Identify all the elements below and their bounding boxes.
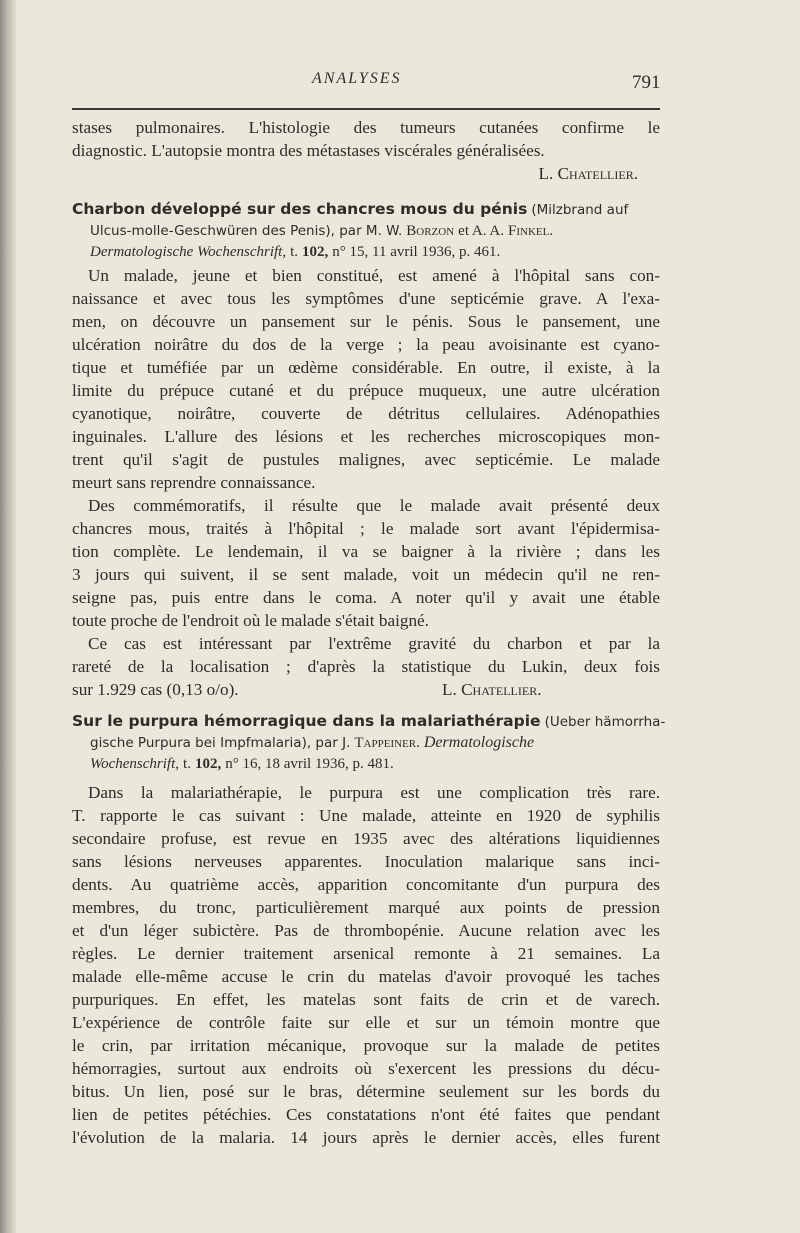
text-line: le crin, par irritation mécanique, provoque sur la malade de petites	[72, 1036, 660, 1055]
journal-name: Wochenschrift,	[90, 756, 180, 772]
text-line: L'expérience de contrôle faite sur elle et sur un témoin montre que	[72, 1013, 660, 1032]
volume-number: 102,	[194, 756, 222, 772]
running-title: ANALYSES	[312, 70, 402, 87]
volume-number: 102,	[302, 244, 329, 260]
text-line: secondaire profuse, est revue en 1935 avec des altérations liquidiennes	[72, 829, 660, 848]
citation-line	[72, 752, 660, 775]
text-line: ulcération noirâtre du dos de la verge ; la peau avoisinante est cyano-	[72, 335, 660, 354]
text-line: stases pulmonaires. L'histologie des tumeurs cutanées confirme le	[72, 118, 660, 137]
article-heading	[72, 731, 660, 754]
article-title: Sur le purpura hémorragique dans la malariathérapie	[72, 712, 541, 730]
author-name: Borzon	[406, 223, 455, 239]
text-line: et d'un léger subictère. Pas de thrombopénie. Aucune relation avec les	[72, 921, 660, 940]
running-header	[0, 68, 800, 98]
text-line: dents. Au quatrième accès, apparition concomitante d'un purpura des	[72, 875, 660, 894]
original-title: gische Purpura bei Impfmalaria), par J.	[90, 735, 351, 751]
original-title: Ulcus-molle-Geschwüren des Penis), par M. W.	[90, 223, 403, 239]
text-line: hémorragies, surtout aux endroits où s'exercent les pressions du décu-	[72, 1059, 660, 1078]
text-line: inguinales. L'allure des lésions et les recherches microscopiques mon-	[72, 427, 660, 446]
article-heading	[72, 198, 660, 221]
article-title: Charbon développé sur des chancres mous du pénis	[72, 200, 528, 218]
text-line: règles. Le dernier traitement arsenical remonte à 21 semaines. La	[72, 944, 660, 963]
text-line: limite du prépuce cutané et du prépuce muqueux, une autre ulcération	[72, 381, 660, 400]
article-heading	[72, 219, 660, 242]
text-line: meurt sans reprendre connaissance.	[72, 473, 316, 492]
text-line: trent qu'il s'agit de pustules malignes, avec septicémie. Le malade	[72, 450, 660, 469]
text-line: chancres mous, traités à l'hôpital ; le malade sort avant l'épidermisa-	[72, 519, 660, 538]
text-line: membres, du tronc, particulièrement marqué aux points de pression	[72, 898, 660, 917]
text-line: Dans la malariathérapie, le purpura est une complication très rare.	[88, 783, 660, 802]
text-line: lien de petites pétéchies. Ces constatations n'ont été faites que pendant	[72, 1105, 660, 1124]
text-line: diagnostic. L'autopsie montra des métastases viscérales généralisées.	[72, 141, 545, 160]
text-line: T. rapporte le cas suivant : Une malade, atteinte en 1920 de syphilis	[72, 806, 660, 825]
page-number: 791	[632, 72, 661, 93]
text-line: l'évolution de la malaria. 14 jours après le dernier accès, elles furent	[72, 1128, 660, 1147]
text-line: cyanotique, noirâtre, couverte de détritus cellulaires. Adénopathies	[72, 404, 660, 423]
article-heading	[72, 710, 666, 733]
header-rule	[72, 108, 660, 110]
text-line: naissance et avec tous les symptômes d'une septicémie grave. A l'exa-	[72, 289, 660, 308]
text-line: purpuriques. En effet, les matelas sont faits de crin et de varech.	[72, 990, 660, 1009]
issue-info: n° 16, 18 avril 1936, p. 481.	[225, 756, 394, 772]
volume-prefix: t.	[290, 244, 299, 260]
text-line-with-signature	[72, 678, 660, 701]
text-line: rareté de la localisation ; d'après la statistique du Lukin, deux fois	[72, 657, 660, 676]
issue-info: n° 15, 11 avril 1936, p. 461.	[332, 244, 501, 260]
text-line: toute proche de l'endroit où le malade s'était baigné.	[72, 611, 429, 630]
original-title: (Milzbrand auf	[531, 202, 629, 218]
author-name: Tappeiner.	[354, 735, 420, 751]
author-conjunction: et A. A.	[458, 223, 504, 239]
text-line: 3 jours qui suivent, il se sent malade, voit un médecin qu'il ne ren-	[72, 565, 660, 584]
text-line: sans lésions nerveuses apparentes. Inoculation malarique sans inci-	[72, 852, 660, 871]
citation-line	[72, 240, 660, 263]
text-line: men, on découvre un pansement sur le pénis. Sous le pansement, une	[72, 312, 660, 331]
author-name: Finkel.	[508, 223, 554, 239]
text-line: Un malade, jeune et bien constitué, est amené à l'hôpital sans con-	[88, 266, 660, 285]
signature: L. Chatellier.	[538, 164, 638, 183]
original-title: (Ueber hämorrha-	[544, 714, 666, 730]
text-line: seigne pas, puis entre dans le coma. A noter qu'il y avait une étable	[72, 588, 660, 607]
journal-name: Dermatologische Wochenschrift,	[90, 244, 287, 260]
text-line: Ce cas est intéressant par l'extrême gravité du charbon et par la	[88, 634, 660, 653]
signature: L. Chatellier.	[442, 680, 542, 699]
text-line: bitus. Un lien, posé sur le bras, détermine seulement sur les bords du	[72, 1082, 660, 1101]
text-line: tique et tuméfiée par un œdème considérable. En outre, il existe, à la	[72, 358, 660, 377]
text-fragment: sur 1.929 cas (0,13 o/o).	[72, 680, 239, 699]
text-line: Des commémoratifs, il résulte que le malade avait présenté deux	[88, 496, 660, 515]
journal-name: Dermatologische	[423, 734, 535, 751]
text-line: malade elle-même accuse le crin du matelas d'avoir provoqué les taches	[72, 967, 660, 986]
volume-prefix: t.	[183, 756, 191, 772]
text-line: tion complète. Le lendemain, il va se baigner à la rivière ; dans les	[72, 542, 660, 561]
